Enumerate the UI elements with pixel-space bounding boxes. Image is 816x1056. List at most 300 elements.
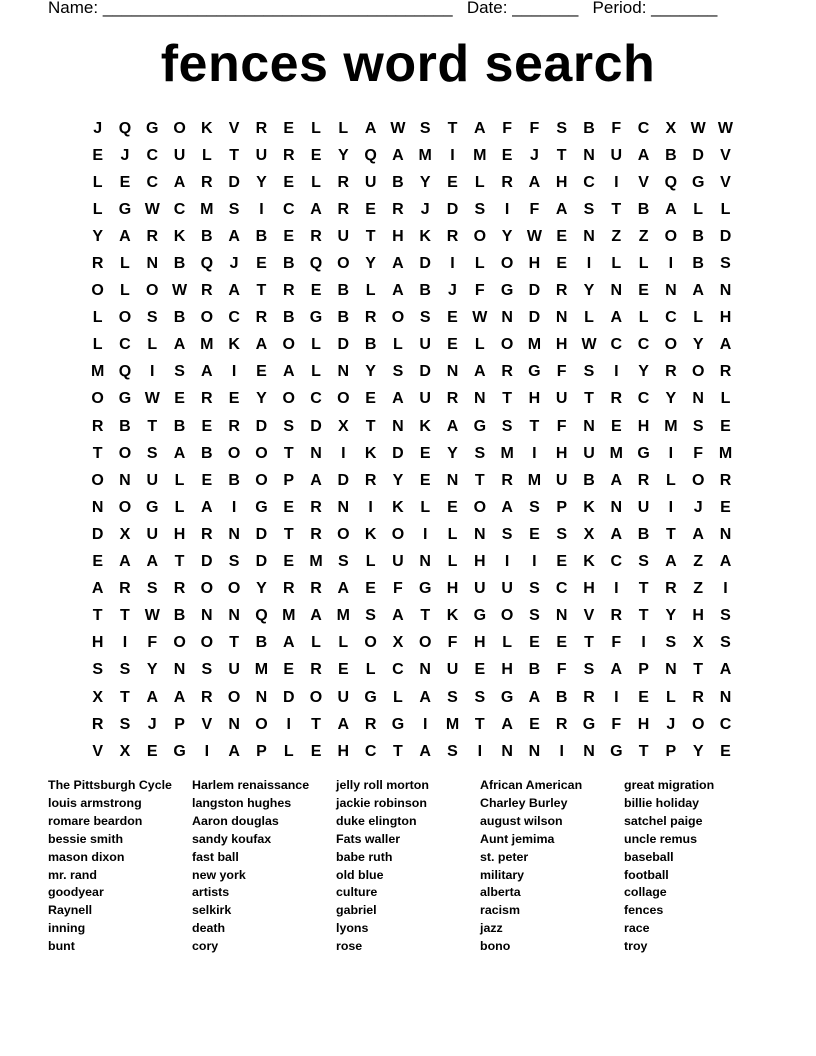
grid-letter[interactable]: G [610, 742, 623, 760]
grid-letter[interactable]: E [365, 580, 376, 598]
grid-letter[interactable]: B [255, 634, 268, 652]
grid-letter[interactable]: S [638, 553, 649, 571]
grid-letter[interactable]: H [392, 227, 404, 245]
grid-letter[interactable]: J [420, 200, 430, 218]
grid-letter[interactable]: A [337, 715, 350, 733]
grid-letter[interactable]: U [501, 580, 513, 598]
grid-letter[interactable]: T [584, 390, 594, 408]
grid-letter[interactable]: F [611, 634, 622, 652]
grid-letter[interactable]: T [502, 390, 512, 408]
grid-letter[interactable]: N [173, 661, 186, 679]
grid-letter[interactable]: D [419, 363, 431, 381]
grid-letter[interactable]: U [419, 336, 431, 354]
grid-letter[interactable]: V [720, 173, 731, 191]
grid-letter[interactable]: S [720, 634, 731, 652]
grid-letter[interactable]: K [364, 525, 377, 543]
grid-letter[interactable]: E [447, 336, 458, 354]
grid-letter[interactable]: E [529, 634, 540, 652]
grid-letter[interactable]: J [93, 119, 103, 137]
grid-letter[interactable]: Y [501, 227, 513, 245]
grid-letter[interactable]: I [614, 173, 619, 191]
grid-letter[interactable]: P [283, 471, 295, 489]
grid-letter[interactable]: W [144, 607, 160, 625]
grid-letter[interactable]: S [529, 580, 540, 598]
grid-letter[interactable]: A [173, 336, 186, 354]
grid-letter[interactable]: R [310, 498, 322, 516]
grid-letter[interactable]: M [527, 336, 542, 354]
grid-letter[interactable]: U [555, 471, 568, 489]
grid-letter[interactable]: B [173, 309, 186, 327]
grid-letter[interactable]: I [532, 553, 537, 571]
grid-letter[interactable]: Y [365, 363, 376, 381]
grid-letter[interactable]: O [91, 282, 104, 300]
grid-letter[interactable]: E [447, 498, 458, 516]
grid-letter[interactable]: N [228, 525, 240, 543]
grid-letter[interactable]: O [309, 688, 323, 706]
grid-letter[interactable]: N [419, 553, 431, 571]
grid-letter[interactable]: M [200, 336, 214, 354]
grid-letter[interactable]: A [610, 309, 623, 327]
grid-letter[interactable]: N [228, 715, 240, 733]
grid-letter[interactable]: N [528, 742, 541, 760]
grid-letter[interactable]: A [201, 498, 213, 516]
grid-letter[interactable]: E [283, 227, 295, 245]
grid-letter[interactable]: E [283, 553, 295, 571]
grid-letter[interactable]: F [693, 444, 704, 462]
grid-letter[interactable]: J [529, 146, 539, 164]
grid-letter[interactable]: W [526, 227, 542, 245]
grid-letter[interactable]: D [282, 688, 295, 706]
grid-letter[interactable]: A [719, 553, 732, 571]
grid-letter[interactable]: J [147, 715, 157, 733]
grid-letter[interactable]: T [638, 607, 649, 625]
grid-letter[interactable]: N [91, 498, 104, 516]
grid-letter[interactable]: Y [146, 661, 158, 679]
grid-letter[interactable]: S [119, 661, 131, 679]
grid-letter[interactable]: P [638, 661, 649, 679]
grid-letter[interactable]: E [556, 634, 568, 652]
grid-letter[interactable]: O [200, 309, 214, 327]
grid-letter[interactable]: A [446, 417, 459, 435]
grid-letter[interactable]: H [583, 580, 595, 598]
grid-letter[interactable]: L [638, 255, 649, 273]
grid-letter[interactable]: N [501, 309, 513, 327]
grid-letter[interactable]: A [719, 661, 732, 679]
grid-letter[interactable]: O [118, 498, 132, 516]
grid-letter[interactable]: D [719, 227, 732, 245]
grid-letter[interactable]: R [501, 173, 513, 191]
grid-letter[interactable]: R [310, 227, 322, 245]
grid-letter[interactable]: T [365, 417, 376, 435]
grid-letter[interactable]: H [528, 255, 541, 273]
grid-letter[interactable]: L [338, 119, 349, 137]
grid-letter[interactable]: S [146, 309, 158, 327]
grid-letter[interactable]: L [720, 390, 731, 408]
grid-letter[interactable]: H [501, 661, 513, 679]
grid-letter[interactable]: T [447, 119, 458, 137]
grid-letter[interactable]: I [368, 498, 373, 516]
grid-letter[interactable]: A [419, 742, 431, 760]
grid-letter[interactable]: C [310, 390, 322, 408]
grid-letter[interactable]: Y [337, 146, 349, 164]
grid-letter[interactable]: L [665, 688, 676, 706]
grid-letter[interactable]: T [556, 146, 567, 164]
grid-letter[interactable]: G [473, 607, 487, 625]
grid-letter[interactable]: R [555, 282, 568, 300]
grid-letter[interactable]: W [717, 119, 734, 137]
grid-letter[interactable]: A [692, 282, 704, 300]
grid-letter[interactable]: Y [447, 444, 458, 462]
grid-letter[interactable]: D [91, 525, 104, 543]
grid-letter[interactable]: O [173, 119, 186, 137]
grid-letter[interactable]: N [555, 607, 568, 625]
grid-letter[interactable]: A [719, 336, 732, 354]
grid-letter[interactable]: O [282, 336, 295, 354]
grid-letter[interactable]: B [173, 255, 186, 273]
grid-letter[interactable]: L [474, 255, 485, 273]
grid-letter[interactable]: B [173, 607, 186, 625]
grid-letter[interactable]: U [255, 146, 268, 164]
grid-letter[interactable]: S [228, 553, 240, 571]
grid-letter[interactable]: T [92, 607, 103, 625]
grid-letter[interactable]: K [173, 227, 186, 245]
grid-letter[interactable]: E [146, 742, 158, 760]
grid-letter[interactable]: G [528, 363, 541, 381]
grid-letter[interactable]: A [610, 525, 623, 543]
grid-letter[interactable]: D [310, 417, 322, 435]
grid-letter[interactable]: F [502, 119, 512, 137]
grid-letter[interactable]: S [228, 200, 240, 218]
grid-letter[interactable]: D [446, 200, 459, 218]
grid-letter[interactable]: G [173, 742, 186, 760]
grid-letter[interactable]: D [419, 255, 431, 273]
grid-letter[interactable]: F [474, 282, 485, 300]
grid-letter[interactable]: R [446, 390, 459, 408]
grid-letter[interactable]: G [418, 580, 432, 598]
grid-letter[interactable]: B [173, 417, 186, 435]
grid-letter[interactable]: O [691, 363, 705, 381]
grid-letter[interactable]: A [392, 390, 404, 408]
grid-letter[interactable]: V [720, 146, 731, 164]
name-blank[interactable]: _____________________________________ [102, 0, 453, 17]
grid-letter[interactable]: Y [583, 282, 595, 300]
grid-letter[interactable]: O [255, 471, 268, 489]
grid-letter[interactable]: Q [118, 119, 132, 137]
grid-letter[interactable]: S [583, 200, 595, 218]
grid-letter[interactable]: V [638, 173, 649, 191]
grid-letter[interactable]: S [201, 661, 213, 679]
grid-letter[interactable]: C [119, 336, 131, 354]
grid-letter[interactable]: M [90, 363, 105, 381]
grid-letter[interactable]: I [586, 255, 592, 273]
grid-letter[interactable]: T [665, 525, 676, 543]
grid-letter[interactable]: R [637, 471, 650, 489]
grid-letter[interactable]: Y [638, 363, 649, 381]
grid-letter[interactable]: R [610, 607, 623, 625]
grid-letter[interactable]: C [637, 119, 650, 137]
grid-letter[interactable]: S [392, 363, 404, 381]
grid-letter[interactable]: U [419, 390, 431, 408]
grid-letter[interactable]: C [228, 309, 240, 327]
grid-letter[interactable]: R [665, 580, 677, 598]
grid-letter[interactable]: A [392, 282, 404, 300]
grid-letter[interactable]: I [668, 498, 674, 516]
grid-letter[interactable]: F [393, 580, 403, 598]
grid-letter[interactable]: G [582, 715, 596, 733]
grid-letter[interactable]: C [665, 309, 677, 327]
grid-letter[interactable]: R [610, 390, 623, 408]
grid-letter[interactable]: A [228, 742, 240, 760]
grid-letter[interactable]: T [365, 227, 376, 245]
grid-letter[interactable]: O [118, 444, 132, 462]
grid-letter[interactable]: I [532, 444, 537, 462]
grid-letter[interactable]: F [556, 417, 567, 435]
grid-letter[interactable]: O [282, 390, 295, 408]
grid-letter[interactable]: Y [665, 607, 677, 625]
grid-letter[interactable]: R [310, 525, 322, 543]
grid-letter[interactable]: A [201, 363, 213, 381]
grid-letter[interactable]: T [229, 146, 240, 164]
grid-letter[interactable]: I [723, 580, 728, 598]
grid-letter[interactable]: F [147, 634, 158, 652]
grid-letter[interactable]: D [528, 309, 541, 327]
grid-letter[interactable]: I [231, 363, 237, 381]
grid-letter[interactable]: E [283, 498, 295, 516]
grid-letter[interactable]: T [474, 471, 485, 489]
grid-letter[interactable]: J [666, 715, 676, 733]
grid-letter[interactable]: C [555, 580, 568, 598]
grid-letter[interactable]: L [720, 200, 731, 218]
grid-letter[interactable]: D [255, 553, 268, 571]
grid-letter[interactable]: F [611, 119, 622, 137]
grid-letter[interactable]: H [91, 634, 104, 652]
grid-letter[interactable]: C [392, 661, 404, 679]
grid-letter[interactable]: H [474, 634, 486, 652]
grid-letter[interactable]: I [641, 634, 646, 652]
grid-letter[interactable]: P [665, 742, 677, 760]
grid-letter[interactable]: I [450, 255, 455, 273]
grid-letter[interactable]: J [229, 255, 239, 273]
grid-letter[interactable]: R [555, 715, 568, 733]
grid-letter[interactable]: K [392, 498, 404, 516]
grid-letter[interactable]: E [419, 444, 431, 462]
grid-letter[interactable]: R [201, 525, 213, 543]
grid-letter[interactable]: O [500, 255, 514, 273]
grid-letter[interactable]: D [392, 444, 404, 462]
grid-letter[interactable]: Y [665, 390, 677, 408]
grid-letter[interactable]: N [719, 282, 732, 300]
grid-letter[interactable]: R [337, 200, 350, 218]
grid-letter[interactable]: D [337, 471, 350, 489]
grid-letter[interactable]: R [364, 715, 377, 733]
grid-letter[interactable]: I [668, 255, 674, 273]
grid-letter[interactable]: M [336, 607, 350, 625]
grid-letter[interactable]: V [228, 119, 240, 137]
grid-letter[interactable]: N [692, 390, 704, 408]
grid-letter[interactable]: D [201, 553, 213, 571]
grid-letter[interactable]: R [310, 580, 322, 598]
grid-letter[interactable]: A [392, 255, 404, 273]
grid-letter[interactable]: I [204, 742, 210, 760]
grid-letter[interactable]: F [529, 119, 540, 137]
grid-letter[interactable]: K [419, 227, 431, 245]
grid-letter[interactable]: L [92, 309, 103, 327]
grid-letter[interactable]: V [201, 715, 213, 733]
grid-letter[interactable]: A [310, 471, 322, 489]
grid-letter[interactable]: E [638, 282, 649, 300]
grid-letter[interactable]: E [283, 173, 295, 191]
grid-letter[interactable]: Q [255, 607, 268, 625]
grid-letter[interactable]: S [556, 119, 568, 137]
grid-letter[interactable]: G [500, 688, 514, 706]
grid-letter[interactable]: L [665, 471, 676, 489]
grid-letter[interactable]: I [150, 363, 155, 381]
grid-letter[interactable]: A [282, 363, 295, 381]
grid-letter[interactable]: I [122, 634, 128, 652]
grid-letter[interactable]: H [719, 309, 732, 327]
grid-letter[interactable]: L [311, 119, 321, 137]
grid-letter[interactable]: U [474, 580, 486, 598]
grid-letter[interactable]: B [119, 417, 131, 435]
grid-letter[interactable]: T [474, 715, 485, 733]
grid-letter[interactable]: S [146, 580, 158, 598]
grid-letter[interactable]: N [419, 661, 431, 679]
grid-letter[interactable]: W [390, 119, 406, 137]
grid-letter[interactable]: L [447, 553, 458, 571]
grid-letter[interactable]: U [364, 173, 377, 191]
grid-letter[interactable]: B [419, 282, 431, 300]
grid-letter[interactable]: E [337, 661, 349, 679]
grid-letter[interactable]: U [555, 390, 568, 408]
grid-letter[interactable]: O [391, 525, 405, 543]
grid-letter[interactable]: R [228, 417, 240, 435]
grid-letter[interactable]: A [255, 336, 268, 354]
grid-letter[interactable]: E [529, 525, 540, 543]
grid-letter[interactable]: N [337, 498, 350, 516]
grid-letter[interactable]: R [201, 282, 213, 300]
grid-letter[interactable]: B [555, 688, 568, 706]
grid-letter[interactable]: S [720, 255, 731, 273]
grid-letter[interactable]: U [637, 498, 650, 516]
grid-letter[interactable]: L [393, 688, 403, 706]
grid-letter[interactable]: E [556, 553, 568, 571]
grid-letter[interactable]: R [119, 580, 131, 598]
grid-letter[interactable]: C [610, 553, 623, 571]
grid-letter[interactable]: M [527, 471, 542, 489]
grid-letter[interactable]: N [555, 309, 568, 327]
grid-letter[interactable]: M [609, 444, 623, 462]
grid-letter[interactable]: I [614, 580, 619, 598]
grid-letter[interactable]: S [119, 715, 131, 733]
grid-letter[interactable]: X [392, 634, 404, 652]
grid-letter[interactable]: K [583, 553, 595, 571]
grid-letter[interactable]: R [255, 309, 268, 327]
grid-letter[interactable]: R [665, 363, 677, 381]
grid-letter[interactable]: R [146, 227, 159, 245]
grid-letter[interactable]: R [583, 688, 595, 706]
grid-letter[interactable]: N [665, 282, 677, 300]
grid-letter[interactable]: A [474, 363, 486, 381]
grid-letter[interactable]: T [92, 444, 103, 462]
grid-letter[interactable]: Y [419, 173, 431, 191]
grid-letter[interactable]: E [228, 390, 240, 408]
grid-letter[interactable]: N [146, 255, 159, 273]
grid-letter[interactable]: O [200, 634, 214, 652]
grid-letter[interactable]: E [365, 390, 376, 408]
grid-letter[interactable]: L [393, 336, 403, 354]
grid-letter[interactable]: D [528, 282, 541, 300]
grid-letter[interactable]: E [720, 417, 731, 435]
grid-letter[interactable]: M [445, 715, 460, 733]
grid-letter[interactable]: J [448, 282, 457, 300]
grid-letter[interactable]: G [691, 173, 705, 191]
grid-letter[interactable]: E [310, 282, 322, 300]
grid-letter[interactable]: D [692, 146, 704, 164]
grid-letter[interactable]: W [144, 200, 160, 218]
grid-letter[interactable]: T [393, 742, 403, 760]
grid-letter[interactable]: A [555, 200, 568, 218]
grid-letter[interactable]: E [92, 146, 103, 164]
grid-letter[interactable]: S [720, 607, 731, 625]
grid-letter[interactable]: O [227, 688, 241, 706]
grid-letter[interactable]: L [365, 661, 376, 679]
grid-letter[interactable]: Z [693, 553, 704, 571]
grid-letter[interactable]: A [119, 227, 131, 245]
grid-letter[interactable]: A [173, 444, 186, 462]
grid-letter[interactable]: H [555, 173, 568, 191]
grid-letter[interactable]: O [91, 471, 104, 489]
grid-letter[interactable]: I [477, 742, 483, 760]
grid-letter[interactable]: R [201, 173, 213, 191]
grid-letter[interactable]: W [144, 390, 160, 408]
grid-letter[interactable]: R [692, 688, 704, 706]
grid-letter[interactable]: I [504, 200, 510, 218]
grid-letter[interactable]: G [391, 715, 405, 733]
grid-letter[interactable]: G [473, 417, 487, 435]
grid-letter[interactable]: X [119, 525, 131, 543]
grid-letter[interactable]: N [474, 390, 486, 408]
grid-letter[interactable]: O [473, 227, 487, 245]
grid-letter[interactable]: M [282, 607, 296, 625]
grid-letter[interactable]: Y [92, 227, 103, 245]
grid-letter[interactable]: X [92, 688, 103, 706]
grid-letter[interactable]: J [120, 146, 130, 164]
grid-letter[interactable]: N [310, 444, 322, 462]
grid-letter[interactable]: F [556, 661, 567, 679]
grid-letter[interactable]: N [719, 525, 732, 543]
grid-letter[interactable]: R [310, 661, 322, 679]
grid-letter[interactable]: O [364, 634, 377, 652]
grid-letter[interactable]: X [583, 525, 595, 543]
grid-letter[interactable]: O [337, 525, 350, 543]
grid-letter[interactable]: H [474, 553, 486, 571]
grid-letter[interactable]: O [255, 715, 268, 733]
grid-letter[interactable]: N [392, 417, 404, 435]
grid-letter[interactable]: O [418, 634, 432, 652]
grid-letter[interactable]: O [664, 227, 678, 245]
grid-letter[interactable]: O [118, 309, 132, 327]
grid-letter[interactable]: E [447, 309, 458, 327]
grid-letter[interactable]: R [364, 471, 377, 489]
grid-letter[interactable]: C [364, 742, 377, 760]
grid-letter[interactable]: O [473, 498, 487, 516]
grid-letter[interactable]: E [310, 146, 322, 164]
grid-letter[interactable]: I [259, 200, 264, 218]
grid-letter[interactable]: K [446, 607, 459, 625]
grid-letter[interactable]: B [692, 255, 704, 273]
grid-letter[interactable]: L [474, 173, 485, 191]
grid-letter[interactable]: S [419, 119, 431, 137]
